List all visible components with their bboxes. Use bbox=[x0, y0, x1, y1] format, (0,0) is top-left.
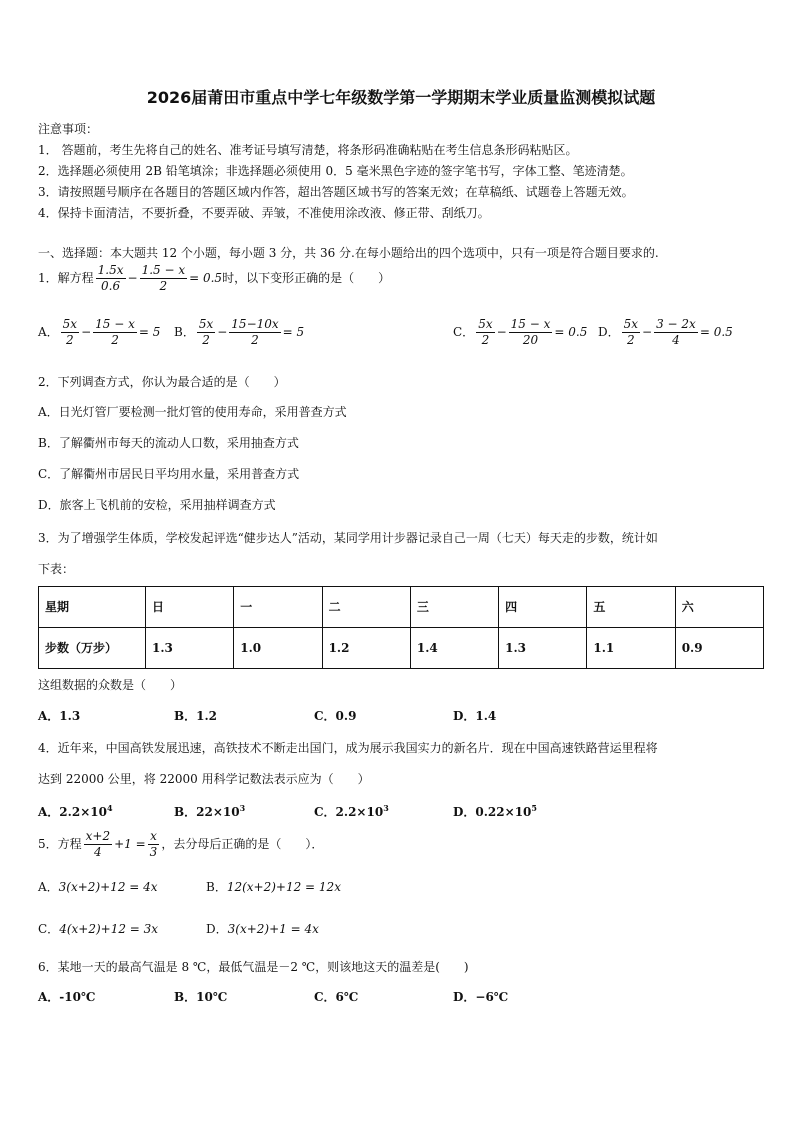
q1-d-frac-2 bbox=[654, 317, 698, 348]
q1-c-d2: 20 bbox=[522, 333, 539, 347]
question-6-stem: 6．某地一天的最高气温是 8 ℃，最低气温是－2 ℃，则该地这天的温差是( ) bbox=[38, 960, 469, 974]
q3-option-c[interactable]: C．0.9 bbox=[314, 709, 357, 723]
q1-option-c[interactable] bbox=[453, 317, 587, 348]
q1-a-rhs: = 5 bbox=[138, 325, 161, 339]
q1-option-d[interactable] bbox=[598, 317, 733, 348]
question-5-stem bbox=[38, 829, 323, 860]
q1-c-n1: 5x bbox=[478, 317, 493, 331]
q1-d-d2: 4 bbox=[672, 333, 680, 347]
q4-d-base: D．0.22×10 bbox=[453, 805, 532, 819]
q2-option-a[interactable]: A．日光灯管厂要检测一批灯管的使用寿命，采用普查方式 bbox=[38, 405, 347, 419]
q4-a-exp: 4 bbox=[106, 803, 113, 813]
q1-d-d1: 2 bbox=[627, 333, 635, 347]
q2-option-c[interactable]: C．了解衢州市居民日平均用水量，采用普查方式 bbox=[38, 467, 300, 481]
q6-option-d[interactable]: D．−6℃ bbox=[453, 990, 509, 1004]
question-3-stem-line-1: 3．为了增强学生体质，学校发起评选“健步达人”活动，某同学用计步器记录自己一周（七天）每天走的步数，统计如 bbox=[38, 531, 658, 545]
q5-d-label: D． bbox=[206, 922, 228, 936]
q4-b-exp: 3 bbox=[239, 803, 246, 813]
q3-option-a[interactable]: A．1.3 bbox=[38, 709, 81, 723]
q1-c-label: C． bbox=[453, 325, 475, 339]
q4-option-a[interactable] bbox=[38, 803, 113, 820]
table-cell: 0.9 bbox=[675, 628, 763, 669]
q5-f2-num: x bbox=[148, 829, 160, 845]
q5-option-d[interactable] bbox=[206, 922, 319, 937]
q1-option-b[interactable] bbox=[174, 317, 304, 348]
q5-mid: +1 = bbox=[114, 837, 146, 851]
notice-item-1: 1． 答题前，考生先将自己的姓名、准考证号填写清楚，将条形码准确粘贴在考生信息条形码粘贴区。 bbox=[38, 143, 578, 157]
q5-c-expr: 4(x+2)+12 = 3x bbox=[59, 922, 159, 936]
q4-option-b[interactable] bbox=[174, 803, 245, 820]
q1-c-frac-2 bbox=[509, 317, 553, 348]
q1-fraction-1 bbox=[96, 263, 126, 294]
q5-option-a[interactable] bbox=[38, 880, 158, 895]
notice-item-3: 3．请按照题号顺序在各题目的答题区域内作答，超出答题区域书写的答案无效；在草稿纸、试题卷上答题无效。 bbox=[38, 185, 634, 199]
q5-f2-den: 3 bbox=[149, 845, 158, 859]
table-cell: 五 bbox=[587, 587, 675, 628]
q4-c-base: C．2.2×10 bbox=[314, 805, 384, 819]
notice-item-2: 2．选择题必须使用 2B 铅笔填涂；非选择题必须使用 0．5 毫米黑色字迹的签字笔书写，字体工整、笔迹清楚。 bbox=[38, 164, 633, 178]
section-heading: 一、选择题：本大题共 12 个小题，每小题 3 分，共 36 分.在每小题给出的四个选项中，只有一项是符合题目要求的. bbox=[38, 246, 659, 260]
q6-option-a[interactable]: A．-10℃ bbox=[38, 990, 96, 1004]
q1-rhs: = 0.5 bbox=[189, 271, 223, 285]
q4-a-base: A．2.2×10 bbox=[38, 805, 107, 819]
q1-c-n2: 15 − x bbox=[510, 317, 551, 331]
q5-b-expr: 12(x+2)+12 = 12x bbox=[226, 880, 341, 894]
q4-d-exp: 5 bbox=[531, 803, 537, 813]
q1-b-frac-2 bbox=[229, 317, 280, 348]
q5-option-b[interactable] bbox=[206, 880, 341, 895]
q1-d-n1: 5x bbox=[623, 317, 639, 331]
q1-prefix: 1．解方程 bbox=[38, 271, 94, 285]
q4-c-exp: 3 bbox=[383, 803, 389, 813]
q1-c-minus: − bbox=[496, 325, 507, 339]
q5-b-label: B． bbox=[206, 880, 227, 894]
q3-option-d[interactable]: D．1.4 bbox=[453, 709, 497, 723]
q1-a-n2: 15 − x bbox=[95, 317, 135, 331]
q5-f1-num: x+2 bbox=[85, 829, 111, 843]
q1-f1-den: 0.6 bbox=[101, 279, 121, 293]
q1-b-label: B． bbox=[174, 325, 195, 339]
table-cell: 一 bbox=[234, 587, 322, 628]
table-row bbox=[39, 628, 764, 669]
table-cell: 二 bbox=[322, 587, 410, 628]
q4-b-base: B．22×10 bbox=[174, 805, 240, 819]
q1-option-a[interactable] bbox=[38, 317, 160, 348]
q1-d-frac-1 bbox=[622, 317, 640, 348]
q1-b-n2: 15−10x bbox=[231, 317, 279, 331]
q1-f2-den: 2 bbox=[159, 279, 168, 293]
question-2-stem: 2．下列调查方式，你认为最合适的是（ ） bbox=[38, 375, 286, 389]
q1-d-n2: 3 − 2x bbox=[656, 317, 696, 331]
notice-heading: 注意事项： bbox=[38, 122, 99, 136]
question-4-stem-line-2: 达到 22000 公里，将 22000 用科学记数法表示应为（ ） bbox=[38, 772, 370, 786]
q1-b-d2: 2 bbox=[251, 333, 259, 347]
table-cell: 三 bbox=[410, 587, 498, 628]
q5-d-expr: 3(x+2)+1 = 4x bbox=[227, 922, 319, 936]
table-cell: 步数（万步） bbox=[39, 628, 146, 669]
table-cell: 1.2 bbox=[322, 628, 410, 669]
q5-fraction-1 bbox=[84, 829, 112, 860]
table-cell: 1.3 bbox=[499, 628, 587, 669]
notice-item-4: 4．保持卡面清洁，不要折叠，不要弄破、弄皱，不准使用涂改液、修正带、刮纸刀。 bbox=[38, 206, 490, 220]
q1-c-d1: 2 bbox=[481, 333, 490, 347]
q4-option-c[interactable] bbox=[314, 803, 389, 820]
q6-option-b[interactable]: B．10℃ bbox=[174, 990, 228, 1004]
q1-a-n1: 5x bbox=[62, 317, 78, 331]
table-cell: 四 bbox=[499, 587, 587, 628]
q1-c-frac-1 bbox=[476, 317, 494, 348]
q1-b-rhs: = 5 bbox=[282, 325, 305, 339]
table-header-row bbox=[39, 587, 764, 628]
q1-c-rhs: = 0.5 bbox=[554, 325, 588, 339]
q5-fraction-2 bbox=[148, 829, 160, 860]
q1-b-n1: 5x bbox=[198, 317, 214, 331]
q1-b-frac-1 bbox=[197, 317, 215, 348]
q5-f1-den: 4 bbox=[94, 845, 102, 859]
q1-f2-num: 1.5 − x bbox=[141, 263, 186, 277]
q1-a-minus: − bbox=[81, 325, 92, 339]
question-3-question: 这组数据的众数是（ ） bbox=[38, 678, 183, 692]
q1-b-d1: 2 bbox=[202, 333, 210, 347]
q5-c-label: C． bbox=[38, 922, 60, 936]
q1-suffix: 时，以下变形正确的是（ ） bbox=[222, 271, 391, 285]
q5-suffix: ，去分母后正确的是（ ）． bbox=[161, 837, 324, 851]
q1-b-minus: − bbox=[217, 325, 228, 339]
q1-d-minus: − bbox=[642, 325, 653, 339]
table-cell: 1.4 bbox=[410, 628, 498, 669]
q1-a-d1: 2 bbox=[66, 333, 74, 347]
q1-fraction-2 bbox=[140, 263, 188, 294]
q4-option-d[interactable] bbox=[453, 803, 537, 820]
table-cell: 星期 bbox=[39, 587, 146, 628]
q1-d-label: D． bbox=[598, 325, 620, 339]
table-cell: 六 bbox=[675, 587, 763, 628]
q1-a-frac-2 bbox=[93, 317, 137, 348]
q1-a-label: A． bbox=[38, 325, 59, 339]
question-1-stem bbox=[38, 263, 390, 294]
table-cell: 日 bbox=[146, 587, 234, 628]
q1-a-d2: 2 bbox=[111, 333, 119, 347]
q6-option-c[interactable]: C．6℃ bbox=[314, 990, 359, 1004]
q1-f1-num: 1.5x bbox=[97, 263, 124, 277]
q3-option-b[interactable]: B．1.2 bbox=[174, 709, 218, 723]
q5-prefix: 5．方程 bbox=[38, 837, 82, 851]
q5-option-c[interactable] bbox=[38, 922, 158, 937]
q1-a-frac-1 bbox=[61, 317, 79, 348]
table-cell: 1.0 bbox=[234, 628, 322, 669]
question-3-stem-line-2: 下表： bbox=[38, 562, 75, 576]
steps-table bbox=[38, 586, 764, 669]
q5-a-label: A． bbox=[38, 880, 59, 894]
q2-option-b[interactable]: B．了解衢州市每天的流动人口数，采用抽查方式 bbox=[38, 436, 299, 450]
page-title: 2026届莆田市重点中学七年级数学第一学期期末学业质量监测模拟试题 bbox=[146, 88, 656, 107]
q1-minus: − bbox=[127, 271, 138, 285]
question-4-stem-line-1: 4．近年来，中国高铁发展迅速，高铁技术不断走出国门，成为展示我国实力的新名片．现在中国高速铁路营运里程将 bbox=[38, 741, 658, 755]
q5-a-expr: 3(x+2)+12 = 4x bbox=[58, 880, 158, 894]
q1-d-rhs: = 0.5 bbox=[699, 325, 733, 339]
table-cell: 1.1 bbox=[587, 628, 675, 669]
table-cell: 1.3 bbox=[146, 628, 234, 669]
q2-option-d[interactable]: D．旅客上飞机前的安检，采用抽样调查方式 bbox=[38, 498, 276, 512]
